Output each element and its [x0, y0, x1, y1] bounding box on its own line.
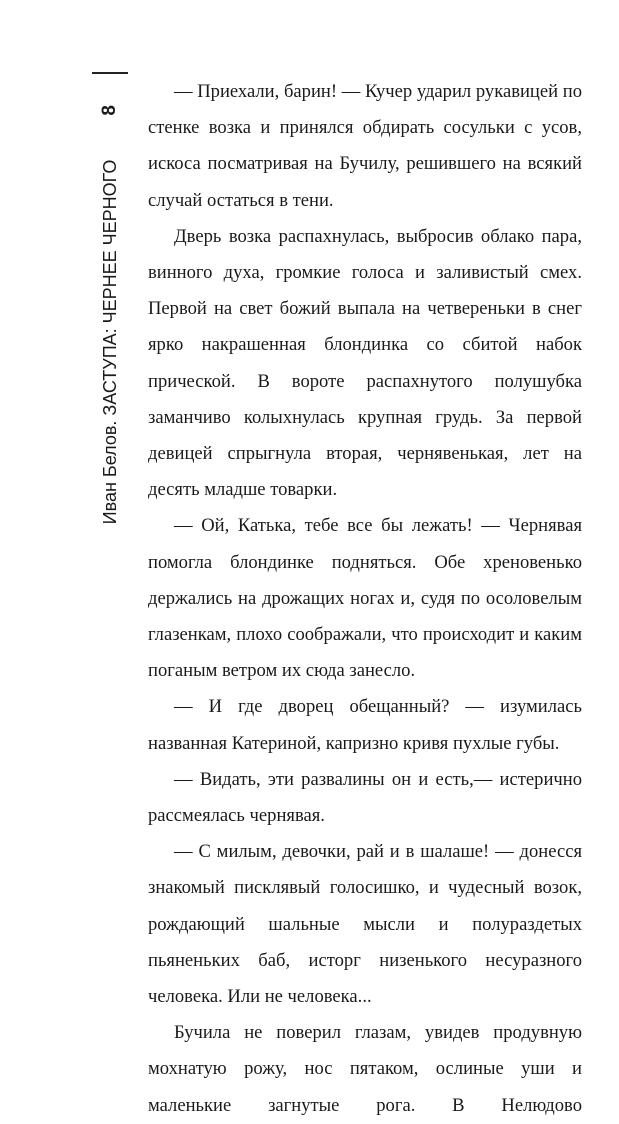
paragraph: — Приехали, барин! — Кучер ударил рукавицей по стенке возка и принялся обдирать сосульки с усов, искоса посматривая на Бучилу, решившего на всякий случай остаться в тени.	[148, 81, 582, 211]
paragraph: Дверь возка распахнулась, выбросив облако пара, винного духа, громкие голоса и заливистый смех. Первой на свет божий выпала на четвереньки в снег ярко накрашенная блондинка со сбитой набок прической. В вороте распахнутого полушубка заманчиво колыхнулась крупная грудь. За первой девицей спрыгнула вторая, чернявенькая, лет на десять младше товарки.	[148, 225, 582, 501]
body-text	[148, 74, 582, 1124]
paragraph: — Видать, эти развалины он и есть,— истерично рассмеялась чернявая.	[148, 768, 582, 827]
running-head	[98, 105, 122, 605]
running-title: Иван Белов. ЗАСТУПА: ЧЕРНЕЕ ЧЕРНОГО	[99, 159, 120, 525]
header-rule	[92, 72, 128, 74]
paragraph: Бучила не поверил глазам, увидев продувную мохнатую рожу, нос пятаком, ослиные уши и маленькие загнутые рога. В Нелюдово	[148, 1022, 582, 1116]
paragraph: — И где дворец обещанный? — изумилась названная Катериной, капризно кривя пухлые губы.	[148, 696, 582, 754]
page-number: 8	[99, 105, 120, 116]
paragraph: — С милым, девочки, рай и в шалаше! — донесся знакомый писклявый голосишко, и чудесный возок, рождающий шальные мысли и полураздетых пьяненьких баб, исторг низенького несуразного человека. Или не человека...	[148, 841, 582, 1008]
paragraph: — Ой, Катька, тебе все бы лежать! — Чернявая помогла блондинке подняться. Обе хреновенько держались на дрожащих ногах и, судя по осоловелым глазенкам, плохо соображали, что происходит и каким поганым ветром их сюда занесло.	[148, 515, 582, 682]
